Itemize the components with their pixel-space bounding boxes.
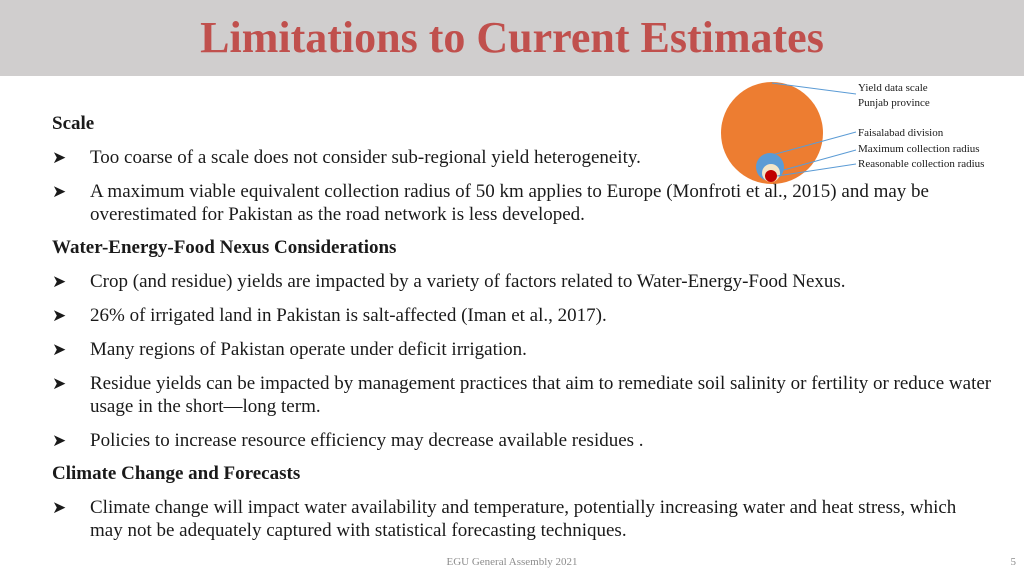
label-yield-data-scale: Yield data scale: [858, 82, 928, 94]
bullet-item: [52, 270, 992, 293]
arrow-bullet-icon: ➤: [52, 431, 67, 450]
page-number: 5: [1010, 556, 1016, 568]
bullet-text: Policies to increase resource efficiency may decrease available residues .: [90, 430, 644, 451]
arrow-bullet-icon: ➤: [52, 182, 67, 201]
arrow-bullet-icon: ➤: [52, 272, 67, 291]
section-heading-nexus: Water-Energy-Food Nexus Considerations: [52, 237, 397, 258]
label-punjab-province: Punjab province: [858, 97, 930, 109]
bullet-text: Climate change will impact water availability and temperature, potentially increasing water and heat stress, which may not be adequately captured with statistical forecasting techniques.: [90, 497, 957, 541]
section-heading-climate: Climate Change and Forecasts: [52, 463, 301, 484]
label-maximum-collection-radius: Maximum collection radius: [858, 143, 980, 155]
footer-text: EGU General Assembly 2021: [446, 556, 578, 568]
arrow-bullet-icon: ➤: [52, 498, 67, 517]
bullet-item: [52, 146, 992, 169]
section-heading-scale: Scale: [52, 113, 95, 134]
arrow-bullet-icon: ➤: [52, 148, 67, 167]
bullet-item: [52, 304, 992, 327]
bullet-text: Many regions of Pakistan operate under deficit irrigation.: [90, 339, 527, 360]
bullet-text: Too coarse of a scale does not consider sub-regional yield heterogeneity.: [90, 147, 641, 168]
label-reasonable-collection-radius: Reasonable collection radius: [858, 158, 985, 170]
bullet-item: [52, 372, 992, 418]
arrow-bullet-icon: ➤: [52, 340, 67, 359]
bullet-text: Crop (and residue) yields are impacted by a variety of factors related to Water-Energy-Food Nexus.: [90, 271, 846, 292]
slide-title: Limitations to Current Estimates: [200, 13, 824, 62]
bullet-text: Residue yields can be impacted by management practices that aim to remediate soil salinity or fertility or reduce water usage in the short—long term.: [90, 373, 992, 417]
label-faisalabad-division: Faisalabad division: [858, 127, 944, 139]
bullet-item: [52, 338, 992, 361]
arrow-bullet-icon: ➤: [52, 306, 67, 325]
bullet-item: [52, 429, 992, 452]
bullet-text: A maximum viable equivalent collection radius of 50 km applies to Europe (Monfroti et al., 2015) and may be overestimated for Pakistan as the road network is less developed.: [90, 181, 929, 225]
slide-content: [52, 112, 992, 542]
bullet-item: [52, 496, 992, 542]
arrow-bullet-icon: ➤: [52, 374, 67, 393]
bullet-text: 26% of irrigated land in Pakistan is salt-affected (Iman et al., 2017).: [90, 305, 607, 326]
bullet-item: [52, 180, 992, 226]
